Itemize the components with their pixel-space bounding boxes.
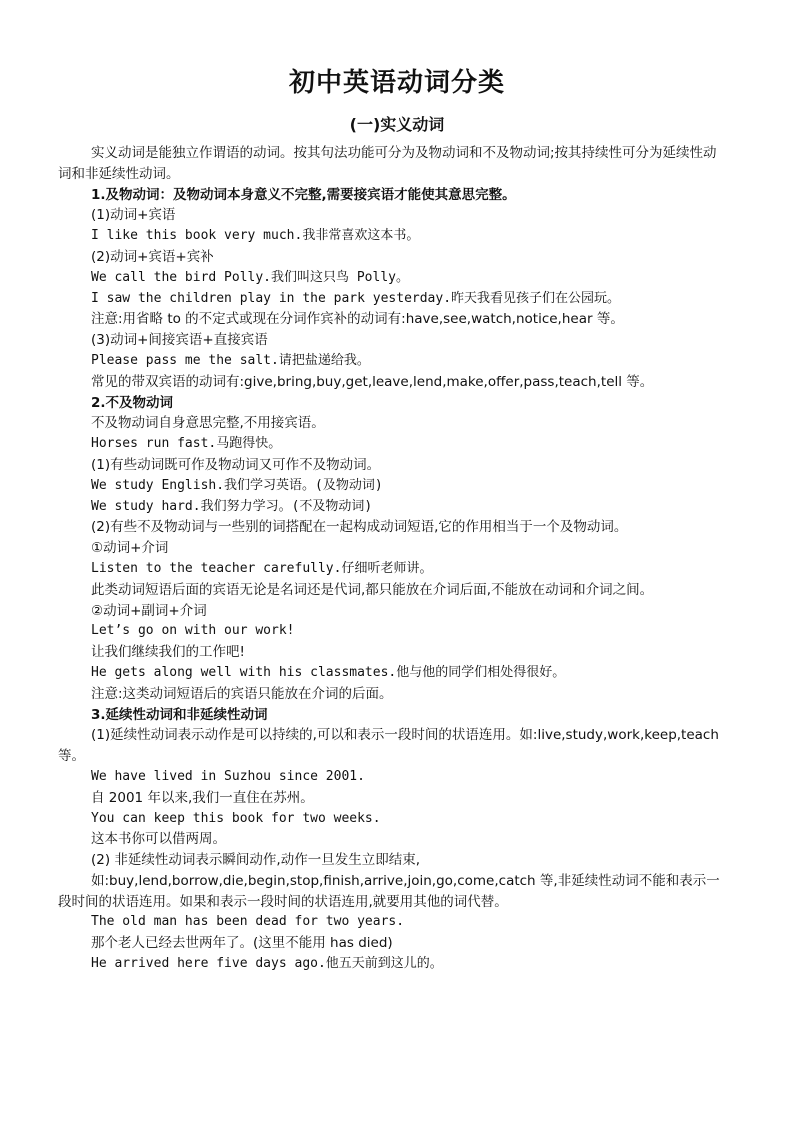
text-line: (3)动词+间接宾语+直接宾语 bbox=[91, 332, 268, 349]
text-line: ①动词+介词 bbox=[91, 540, 169, 557]
example-line: The old man has been dead for two years. bbox=[91, 914, 405, 930]
paragraph: 实义动词是能独立作谓语的动词。按其句法功能可分为及物动词和不及物动词;按其持续性可分为延续性动词和非延续性动词。 bbox=[58, 145, 717, 182]
text-line: 这本书你可以借两周。 bbox=[91, 831, 226, 848]
example-line: Horses run fast.马跑得快。 bbox=[91, 436, 282, 452]
text-line: 那个老人已经去世两年了。(这里不能用 has died) bbox=[91, 935, 393, 952]
example-line: We call the bird Polly.我们叫这只鸟 Polly。 bbox=[91, 269, 409, 285]
example-line: He arrived here five days ago.他五天前到这儿的。 bbox=[91, 956, 443, 972]
subheading: 1.及物动词：及物动词本身意义不完整,需要接宾语才能使其意思完整。 bbox=[91, 186, 516, 203]
paragraph: (1)延续性动词表示动作是可以持续的,可以和表示一段时间的状语连用。如:live,study,work,keep,teach 等。 bbox=[58, 727, 719, 765]
example-line: Please pass me the salt.请把盐递给我。 bbox=[91, 352, 370, 368]
paragraph: 常见的带双宾语的动词有:give,bring,buy,get,leave,lend,make,offer,pass,teach,tell 等。 bbox=[91, 373, 654, 390]
example-line: I saw the children play in the park yesterday.昨天我看见孩子们在公园玩。 bbox=[91, 290, 621, 306]
document-body bbox=[58, 143, 728, 975]
text-line: (2)动词+宾语+宾补 bbox=[91, 248, 214, 265]
example-line: He gets along well with his classmates.他与他的同学们相处得很好。 bbox=[91, 664, 566, 680]
subheading: 2.不及物动词 bbox=[91, 394, 174, 411]
page-title: 初中英语动词分类 bbox=[288, 68, 505, 98]
example-line: I like this book very much.我非常喜欢这本书。 bbox=[91, 228, 420, 244]
text-line: 自 2001 年以来,我们一直住在苏州。 bbox=[91, 789, 314, 806]
text-line: 不及物动词自身意思完整,不用接宾语。 bbox=[91, 415, 325, 432]
text-line: 注意:用省略 to 的不定式或现在分词作宾补的动词有:have,see,watch,notice,hear 等。 bbox=[91, 311, 624, 328]
text-line: (2) 非延续性动词表示瞬间动作,动作一旦发生立即结束, bbox=[91, 852, 420, 869]
example-line: We study hard.我们努力学习。(不及物动词) bbox=[91, 498, 373, 514]
example-line: You can keep this book for two weeks. bbox=[91, 810, 381, 826]
paragraph: 如:buy,lend,borrow,die,begin,stop,finish,arrive,join,go,come,catch 等,非延续性动词不能和表示一段时间的状语连用。如果和表示一段时间的状语连用,就要用其他的词代替。 bbox=[58, 872, 720, 910]
text-line: 让我们继续我们的工作吧! bbox=[91, 644, 245, 661]
example-line: We have lived in Suzhou since 2001. bbox=[91, 768, 365, 784]
paragraph: 此类动词短语后面的宾语无论是名词还是代词,都只能放在介词后面,不能放在动词和介词之间。 bbox=[91, 581, 654, 598]
example-line: Listen to the teacher carefully.仔细听老师讲。 bbox=[91, 560, 433, 576]
text-line: (1)有些动词既可作及物动词又可作不及物动词。 bbox=[91, 456, 381, 473]
text-line: (1)动词+宾语 bbox=[91, 207, 176, 224]
example-line: We study English.我们学习英语。(及物动词) bbox=[91, 477, 383, 493]
example-line: Let’s go on with our work! bbox=[91, 623, 295, 639]
section-heading: (一)实义动词 bbox=[349, 115, 445, 134]
subheading: 3.延续性动词和非延续性动词 bbox=[91, 706, 268, 723]
text-line: (2)有些不及物动词与一些别的词搭配在一起构成动词短语,它的作用相当于一个及物动词。 bbox=[91, 519, 628, 536]
text-line: 注意:这类动词短语后的宾语只能放在介词的后面。 bbox=[91, 685, 393, 702]
text-line: ②动词+副词+介词 bbox=[91, 602, 207, 619]
